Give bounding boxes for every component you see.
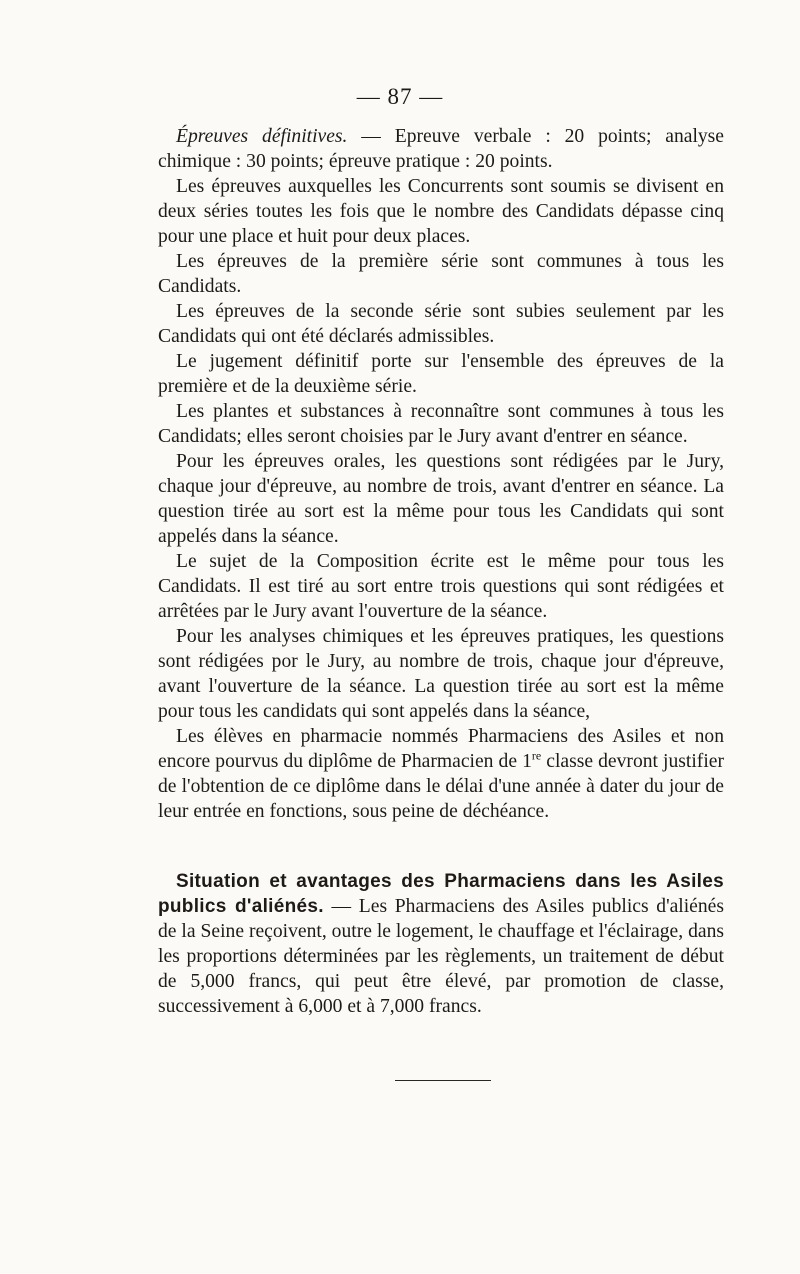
section-paragraph [158, 869, 724, 1019]
paragraph-2: Les épreuves de la première série sont communes à tous les Candidats. [158, 251, 724, 297]
paragraph-9-end: classe devront justifier de l'obtention de ce diplôme dans le délai d'une année à dater du jour de leur entrée en fonctions, sous peine de déchéance. [158, 751, 724, 822]
ordinal-superscript: re [531, 748, 542, 763]
intro-text: — Epreuve verbale : 20 points; analyse chimique : 30 points; épreuve pratique : 20 points. [158, 126, 725, 172]
paragraph-9-start: Les élèves en pharmacie nommés Pharmaciens des Asiles et non encore pourvus du diplôme de Pharmacien de 1 [158, 726, 724, 772]
intro-paragraph [158, 124, 724, 174]
section-situation [158, 869, 724, 1019]
intro-heading: Épreuves définitives. [176, 126, 348, 147]
paragraph-1: Les épreuves auxquelles les Concurrents sont soumis se divisent en deux séries toutes les fois que le nombre des Candidats dépasse cinq pour une place et huit pour deux places. [158, 176, 724, 247]
paragraph-9 [158, 724, 724, 824]
paragraph-6: Pour les épreuves orales, les questions sont rédigées par le Jury, chaque jour d'épreuve, au nombre de trois, avant d'entrer en séance. La question tirée au sort est la même pour tous les Candidats qui sont appelés dans la séance. [158, 451, 724, 547]
paragraph-3: Les épreuves de la seconde série sont subies seulement par les Candidats qui ont été déclarés admissibles. [158, 301, 724, 347]
section-title: Situation et avantages des Pharmaciens dans les Asiles publics d'aliénés. [158, 871, 724, 917]
paragraph-5: Les plantes et substances à reconnaître sont communes à tous les Candidats; elles seront choisies par le Jury avant d'entrer en séance. [158, 401, 724, 447]
paragraph-8: Pour les analyses chimiques et les épreuves pratiques, les questions sont rédigées por le Jury, au nombre de trois, chaque jour d'épreuve, avant l'ouverture de la séance. La question tirée au sort est la même pour tous les candidats qui sont appelés dans la séance, [158, 626, 724, 722]
closing-rule [395, 1080, 491, 1081]
body-text [158, 124, 724, 824]
paragraph-7: Le sujet de la Composition écrite est le même pour tous les Candidats. Il est tiré au sort entre trois questions qui sont rédigées et arrêtées par le Jury avant l'ouverture de la séance. [158, 551, 724, 622]
page-number: — 87 — [356, 84, 444, 109]
section-text: — Les Pharmaciens des Asiles publics d'aliénés de la Seine reçoivent, outre le logement, le chauffage et l'éclairage, dans les proportions déterminées par les règlements, un traitement de début de 5,000 francs, qui peut être élevé, par promotion de classe, successivement à 6,000 et à 7,000 francs. [158, 896, 724, 1017]
paragraph-4: Le jugement définitif porte sur l'ensemble des épreuves de la première et de la deuxième série. [158, 351, 724, 397]
